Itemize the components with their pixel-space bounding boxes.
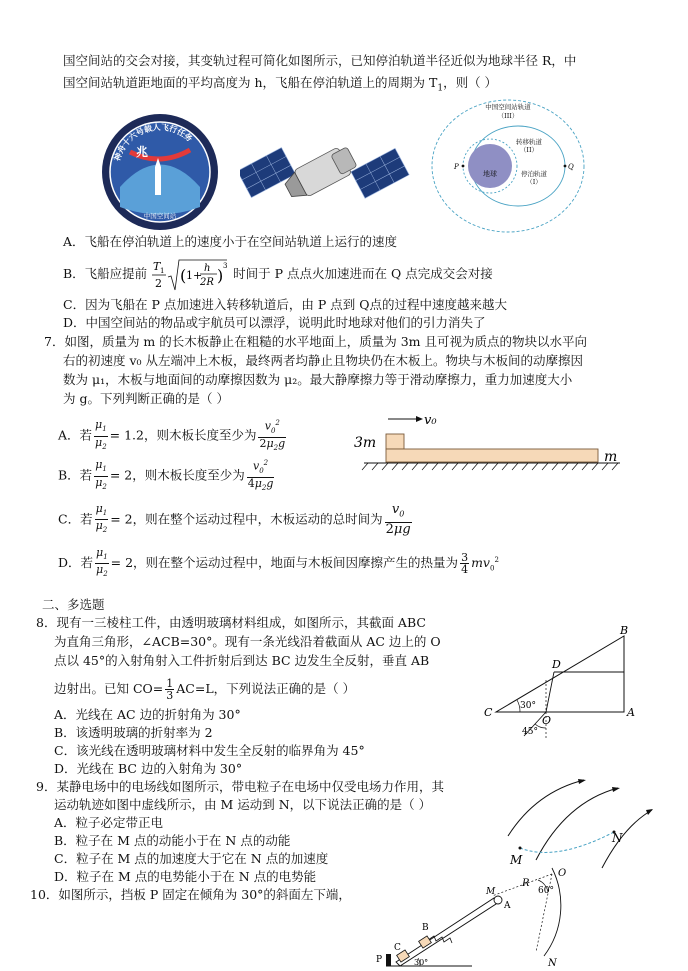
q10-incline-figure [372,866,632,970]
svg-text:3: 3 [223,261,228,270]
label-r: R [522,878,530,889]
svg-text:T: T [153,259,161,273]
q7-option-b: B．若 $\frac{\mu_1}{\mu_2}$ = 2，则木板长度至少为 $\frac{v_0^2}{4\mu_2g}$ [58,458,274,493]
svg-text:2R: 2R [200,276,215,288]
q7-stem-line1: 7．如图，质量为 m 的长木板静止在粗糙的水平地面上，质量为 3m 且可视为质点的物块以水平向 [44,334,588,349]
ball-a [494,896,502,904]
q8-stem-line4-pre: 边射出。已知 CO= [54,681,164,696]
solar-panel-right [351,148,409,198]
solar-panel-left [240,148,296,198]
field-line-2-arrow [612,787,620,792]
label-30-degree: 30° [520,701,536,711]
transfer-orbit-label: 转移轨道 [516,138,542,146]
parking-orbit-label: 停泊轨道 [521,170,547,178]
badge-bottom-text: 中国空间站 [143,212,177,220]
field-line-2 [536,788,618,860]
label-o: O [558,868,567,879]
point-m [519,847,522,850]
station-orbit-num: （III） [497,112,519,120]
label-d: D [552,658,561,671]
q9-option-c: C．粒子在 M 点的加速度大于它在 N 点的加速度 [54,851,329,866]
q6-option-b-pre: B．飞船应提前 [63,266,148,281]
station-orbit-label: 中国空间站轨道 [485,103,531,111]
parking-orbit-num: （I） [526,178,542,186]
q10-stem-line1: 10．如图所示，挡板 P 固定在倾角为 30°的斜面左下端， [30,887,351,902]
field-line-1 [508,780,584,836]
q7-option-d-pre: D．若 [58,555,94,571]
q7-stem-line4: 为 g。下列判断正确的是（ ） [63,391,229,406]
ground-hatching [362,463,618,470]
label-m: M [486,887,496,897]
refracted-ray [546,672,554,712]
q8-option-b: B．该透明玻璃的折射率为 2 [54,725,213,740]
earth-disc [468,144,512,188]
svg-text:(: ( [180,265,187,285]
q7-stem-line2: 右的初速度 v₀ 从左端冲上木板，最终两者均静止且物块仍在木板上。物块与木板间的动摩擦因 [63,353,584,368]
q7-board-figure [350,410,630,474]
q7-option-b-eq: = 2，则木板长度至少为 [109,467,245,483]
q6-option-b-post: 时间于 P 点点火加速进而在 Q 点完成交会对接 [233,266,493,281]
q6-option-d: D．中国空间站的物品或宇航员可以漂浮，说明此时地球对他们的引力消失了 [63,315,486,330]
q9-option-d: D．粒子在 M 点的电势能小于在 N 点的电势能 [54,869,317,884]
point-p-label: P [454,163,459,171]
label-n: N [548,958,557,969]
label-c: C [484,706,493,719]
q7-option-d: D．若 $\frac{\mu_1}{\mu_2}$ = 2，则在整个运动过程中，地面与木板间因摩擦产生的热量为 $\frac{3}{4}$ $mv_0^2$ [58,545,499,579]
label-p: P [376,955,383,965]
q6-stem-line1: 国空间站的交会对接，其变轨过程可简化如图所示，已知停泊轨道半径近似为地球半径 R，中 [63,53,577,68]
field-line-3-arrow [646,809,653,815]
badge-top-textpath: 神舟十六号载人飞行任务 [111,121,195,163]
q6-stem-line2-text: 国空间站轨道距地面的平均高度为 h，飞船在停泊轨道上的周期为 T [63,75,438,90]
point-q-label: Q [568,163,574,171]
q7-stem-line3: 数为 μ₁，木板与地面间的动摩擦因数为 μ₂。最大静摩擦力等于滑动摩擦力，重力加速度大小 [63,372,573,387]
earth-label: 地球 [483,170,497,178]
q8-stem-line4: 边射出。已知 CO= $\frac{1}{3}$ AC=L，下列说法正确的是（ ） [54,677,356,702]
q6-option-a: A．飞船在停泊轨道上的速度小于在空间站轨道上运行的速度 [63,234,398,249]
label-n: N [612,831,623,845]
label-b: B [620,624,629,637]
label-m: M [510,853,523,867]
orbit-diagram [428,96,588,236]
transfer-orbit-num: （II） [519,146,539,154]
svg-text:): ) [217,265,224,285]
label-a: A [627,706,635,719]
baffle-p [386,954,391,966]
q7-option-c-pre: C．若 [58,511,93,527]
q8-stem-line1: 8．现有一三棱柱工件，由透明玻璃材料组成，如图所示，其截面 ABC [36,615,426,630]
particle-trajectory [520,832,614,852]
badge-rocket-body [155,167,161,195]
q7-option-c: C．若 $\frac{\mu_1}{\mu_2}$ = 2，则在整个运动过程中，木板运动的总时间为 $\frac{v_0}{2\mu g}$ [58,502,411,537]
q7-option-d-eq: = 2，则在整个运动过程中，地面与木板间因摩擦产生的热量为 [110,555,459,571]
svg-text:h: h [204,262,211,274]
svg-text:1: 1 [160,266,165,275]
label-b: B [422,923,429,933]
label-45-degree: 45° [522,727,538,737]
q8-stem-line2: 为直角三角形，∠ACB=30°。现有一条光线沿着截面从 AC 边上的 O [54,634,441,649]
q7-option-b-pre: B．若 [58,467,93,483]
q8-option-d: D．光线在 BC 边的入射角为 30° [54,761,243,776]
q9-stem-line2: 运动轨迹如图中虚线所示，由 M 运动到 N，以下说法正确的是（ ） [54,797,432,812]
badge-glyph: 兆 [136,145,149,159]
q7-option-a-eq: = 1.2，则木板长度至少为 [109,427,257,443]
q9-option-b: B．粒子在 M 点的动能小于在 N 点的动能 [54,833,291,848]
block-3m [386,434,404,449]
field-line-1-arrow [578,779,586,784]
q8-option-a: A．光线在 AC 边的折射角为 30° [54,707,241,722]
label-o: O [542,714,552,727]
q6-stem-line2 [63,74,497,98]
q8-option-c: C．该光线在透明玻璃材料中发生全反射的临界角为 45° [54,743,365,758]
label-a: A [504,901,511,911]
q9-field-lines-figure [506,774,656,870]
q6-option-b-formula [151,257,229,293]
q6-option-c: C．因为飞船在 P 点加速进入转移轨道后，由 P 点到 Q点的过程中速度越来越大 [63,297,508,312]
field-line-3 [602,810,652,868]
inclined-rod [396,898,496,966]
label-30-degree: 30° [414,958,429,967]
q7-option-a: A．若 $\frac{\mu_1}{\mu_2}$ = 1.2，则木板长度至少为 $\frac{v_0^2}{2\mu_2g}$ [58,418,286,453]
board-mass-label: m [604,449,618,465]
q6-stem-line2-sub: 1 [437,83,444,94]
section-title-multiple-choice: 二、多选题 [42,597,105,612]
svg-text:2: 2 [155,276,163,290]
velocity-label: v₀ [424,413,437,428]
q9-option-a: A．粒子必定带正电 [54,815,164,830]
label-60-degree: 60° [538,886,554,896]
label-c: C [394,943,401,953]
velocity-arrowhead [416,416,423,422]
q6-stem-line2-end: ，则（ ） [443,75,498,90]
block-mass-label: 3m [354,435,377,451]
q7-option-c-eq: = 2，则在整个运动过程中，木板运动的总时间为 [110,511,383,527]
q9-stem-line1: 9．某静电场中的电场线如图所示，带电粒子在电场中仅受电场力作用，其 [36,779,444,794]
spacecraft-illustration [240,112,410,230]
board-m [386,449,598,462]
q6-option-b [63,256,493,292]
q8-stem-line3: 点以 45°的入射角射入工件折射后到达 BC 边发生全反射，垂直 AB [54,653,430,668]
q8-stem-line4-post: AC=L，下列说法正确的是（ ） [176,681,356,696]
q8-prism-figure [480,624,640,744]
svg-text:1+: 1+ [186,268,203,282]
point-q [564,165,567,168]
q7-option-a-pre: A．若 [58,427,93,443]
point-p [462,165,465,168]
triangle-abc [496,636,624,712]
circular-track [544,868,561,956]
shenzhou16-mission-badge [100,112,220,232]
